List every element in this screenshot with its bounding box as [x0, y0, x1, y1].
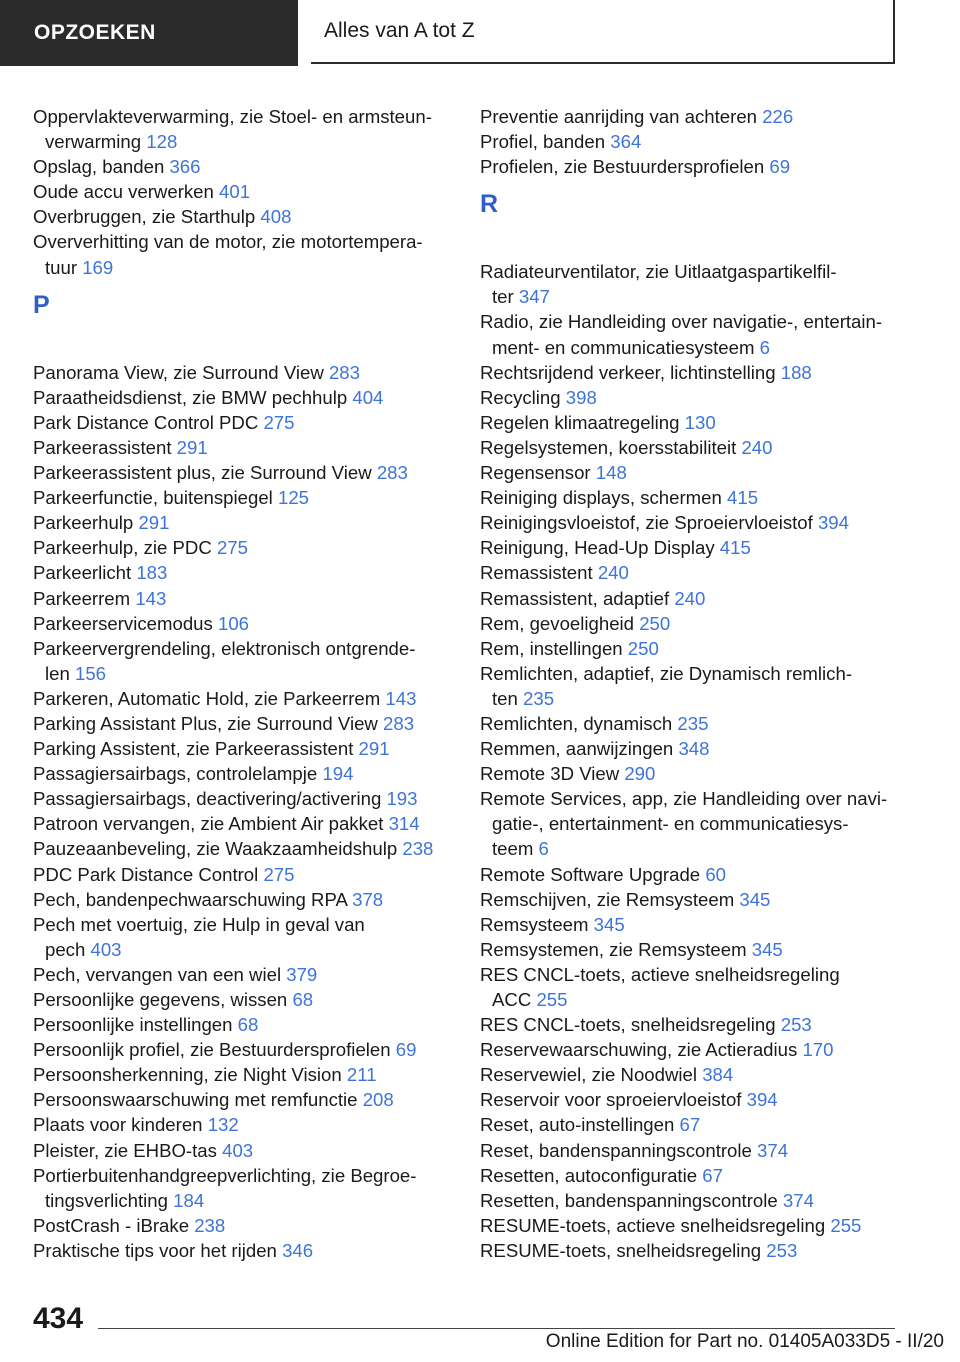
index-column-left	[33, 104, 453, 1263]
index-entry-line	[33, 485, 453, 510]
chapter-title-box	[311, 0, 895, 64]
index-entry-text: Parkeerfunctie, buitenspiegel	[33, 487, 273, 509]
index-entry-text: Radiateurventilator, zie Uitlaatgaspartikelfil-	[480, 261, 837, 283]
index-entry-line	[33, 962, 453, 987]
index-entry-line	[480, 460, 900, 485]
index-entry-line	[33, 179, 453, 204]
index-entry-line	[480, 1112, 900, 1137]
index-entry-line	[33, 862, 453, 887]
index-entry-line	[480, 887, 900, 912]
page-reference-link[interactable]: 283	[383, 712, 415, 734]
index-entry-line	[480, 611, 900, 636]
index-entry-text: Rem, gevoeligheid	[480, 612, 635, 634]
index-entry-line	[480, 937, 900, 962]
page-reference-link[interactable]: 238	[194, 1214, 226, 1236]
page-reference-link[interactable]: 394	[746, 1089, 778, 1111]
index-entry-text: Remlichten, adaptief, zie Dynamisch remlich-	[480, 662, 853, 684]
index-entry-line	[33, 987, 453, 1012]
index-entry-line	[480, 661, 900, 686]
index-entry-line	[33, 204, 453, 229]
index-entry-text: Parking Assistent, zie Parkeerassistent	[33, 738, 354, 760]
page-reference-link[interactable]: 374	[782, 1189, 814, 1211]
index-entry-line	[33, 460, 453, 485]
page-reference-link[interactable]: 403	[90, 938, 122, 960]
page-reference-link[interactable]: 128	[146, 131, 178, 153]
chapter-title: Alles van A tot Z	[324, 19, 475, 42]
page-reference-link[interactable]: 240	[674, 587, 706, 609]
index-entry-line	[33, 1163, 453, 1188]
index-entry-line	[480, 385, 900, 410]
index-entry-text: Reinigingsvloeistof, zie Sproeiervloeistof	[480, 512, 813, 534]
index-entry-line	[480, 1037, 900, 1062]
index-entry-text: Reservewaarschuwing, zie Actieradius	[480, 1039, 798, 1061]
index-entry-line	[33, 154, 453, 179]
index-entry-line	[480, 410, 900, 435]
page-reference-link[interactable]: 345	[751, 938, 783, 960]
page-reference-link[interactable]: 143	[135, 587, 167, 609]
index-entry-line	[33, 1062, 453, 1087]
index-entry-line	[33, 129, 453, 154]
index-entry-text: Parkeerhulp	[33, 512, 134, 534]
page-reference-link[interactable]: 346	[282, 1239, 314, 1261]
index-entry-text: ter	[492, 286, 514, 308]
index-entry-line	[480, 1012, 900, 1037]
index-entry-text: Overbruggen, zie Starthulp	[33, 206, 256, 228]
index-entry-line	[480, 259, 900, 284]
page-reference-link[interactable]: 283	[328, 361, 360, 383]
index-entry-text: teem	[492, 838, 534, 860]
index-entry-text: Resetten, bandenspanningscontrole	[480, 1189, 778, 1211]
index-entry-line	[480, 104, 900, 129]
index-entry-text: ment- en communicatiesysteem	[492, 336, 755, 358]
index-entry-line	[33, 786, 453, 811]
index-entry-text: RESUME-toets, actieve snelheidsregeling	[480, 1214, 826, 1236]
index-entry-line	[480, 1062, 900, 1087]
index-entry-text: RES CNCL-toets, snelheidsregeling	[480, 1014, 776, 1036]
page-reference-link[interactable]: 291	[138, 512, 170, 534]
index-entry-line	[33, 1012, 453, 1037]
index-entry-line	[33, 1037, 453, 1062]
index-entry-line	[480, 862, 900, 887]
page-reference-link[interactable]: 398	[565, 386, 597, 408]
index-entry-line	[480, 129, 900, 154]
index-entry-line	[480, 836, 900, 861]
index-entry-line	[33, 912, 453, 937]
page-reference-link[interactable]: 238	[402, 838, 434, 860]
index-entry-text: Persoonlijke instellingen	[33, 1014, 233, 1036]
page-reference-link[interactable]: 253	[766, 1239, 798, 1261]
index-letter-heading: P	[33, 290, 50, 319]
index-entry-text: Patroon vervangen, zie Ambient Air pakket	[33, 813, 384, 835]
index-entry-text: tingsverlichting	[45, 1189, 168, 1211]
page-reference-link[interactable]: 275	[263, 411, 295, 433]
index-entry-text: Recycling	[480, 386, 561, 408]
page-reference-link[interactable]: 68	[292, 989, 314, 1010]
page-reference-link[interactable]: 208	[362, 1089, 394, 1111]
index-entry-line	[33, 229, 453, 254]
index-entry-text: ten	[492, 687, 518, 709]
index-entry-line	[33, 1138, 453, 1163]
index-entry-line	[480, 435, 900, 460]
page-reference-link[interactable]: 68	[237, 1014, 259, 1036]
index-entry-line	[33, 435, 453, 460]
page-reference-link[interactable]: 143	[385, 687, 417, 709]
index-entry-text: Portierbuitenhandgreepverlichting, zie Begroe-	[33, 1164, 417, 1186]
page-reference-link[interactable]: 235	[677, 712, 709, 734]
index-entry-line	[33, 736, 453, 761]
page-reference-link[interactable]: 132	[207, 1114, 239, 1136]
page-reference-link[interactable]: 169	[82, 256, 114, 278]
index-entry-text: Oververhitting van de motor, zie motortempera-	[33, 231, 423, 253]
page-reference-link[interactable]: 253	[780, 1014, 812, 1036]
index-entry-line	[33, 1112, 453, 1137]
index-entry-text: Rem, instellingen	[480, 637, 623, 659]
index-entry-line	[33, 104, 453, 129]
page-reference-link[interactable]: 290	[624, 763, 656, 785]
index-entry-text: Parkeerassistent plus, zie Surround View	[33, 462, 372, 484]
index-entry-text: pech	[45, 938, 86, 960]
page-reference-link[interactable]: 378	[352, 888, 384, 910]
index-entry-text: PostCrash - iBrake	[33, 1214, 190, 1236]
index-entry-text: Parkeerlicht	[33, 562, 132, 584]
page-reference-link[interactable]: 125	[277, 487, 310, 509]
page-reference-link[interactable]: 404	[352, 386, 384, 408]
index-entry-text: Remote Services, app, zie Handleiding over navi-	[480, 788, 888, 810]
page-reference-link[interactable]: 408	[260, 206, 292, 228]
page-reference-link[interactable]: 193	[386, 788, 418, 810]
index-entry-text: Reset, bandenspanningscontrole	[480, 1139, 752, 1161]
index-entry-line	[33, 1087, 453, 1112]
index-entry-text: Pech met voertuig, zie Hulp in geval van	[33, 913, 365, 935]
page-reference-link[interactable]: 250	[627, 637, 659, 659]
index-entry-text: Park Distance Control PDC	[33, 411, 259, 433]
index-entry-text: Reiniging displays, schermen	[480, 487, 722, 509]
page-reference-link[interactable]: 194	[322, 763, 354, 785]
page-reference-link[interactable]: 235	[523, 687, 555, 709]
index-entry-line	[33, 535, 453, 560]
index-entry-line	[480, 962, 900, 987]
index-entry-line	[33, 1213, 453, 1238]
index-entry-line	[33, 410, 453, 435]
page-reference-link[interactable]: 188	[780, 361, 812, 383]
page-reference-link[interactable]: 156	[75, 662, 107, 684]
index-entry-line	[480, 560, 900, 585]
index-entry-line	[33, 1188, 453, 1213]
edition-note: Online Edition for Part no. 01405A033D5 - II/20	[545, 1331, 944, 1352]
page-reference-link[interactable]: 6	[538, 838, 549, 860]
index-entry-line	[480, 1188, 900, 1213]
page-reference-link[interactable]: 394	[817, 512, 849, 534]
index-entry-text: Preventie aanrijding van achteren	[480, 106, 758, 127]
index-entry-text: Radio, zie Handleiding over navigatie-, entertain-	[480, 311, 883, 333]
index-entry-text: Profielen, zie Bestuurdersprofielen	[480, 156, 765, 178]
index-entry-text: Parkeerservicemodus	[33, 612, 213, 634]
index-entry-line	[480, 711, 900, 736]
index-entry-line	[480, 586, 900, 611]
index-entry-text: Pauzeaanbeveling, zie Waakzaamheidshulp	[33, 838, 398, 860]
index-letter-heading: R	[480, 190, 499, 219]
index-entry-text: len	[45, 662, 70, 684]
index-entry-text: Reset, auto-instellingen	[480, 1114, 675, 1136]
index-entry-line	[33, 360, 453, 385]
page-reference-link[interactable]: 255	[536, 989, 568, 1010]
index-entry-line	[480, 154, 900, 179]
index-entry-line	[480, 811, 900, 836]
page-reference-link[interactable]: 345	[739, 888, 771, 910]
page-reference-link[interactable]: 347	[518, 286, 550, 308]
index-entry-text: Regensensor	[480, 462, 591, 484]
page-reference-link[interactable]: 415	[727, 487, 759, 509]
page-reference-link[interactable]: 345	[593, 913, 625, 935]
page-reference-link[interactable]: 283	[376, 462, 408, 484]
index-entry-line	[33, 560, 453, 585]
page-reference-link[interactable]: 148	[595, 462, 627, 484]
page-reference-link[interactable]: 183	[136, 562, 168, 584]
index-entry-text: Remassistent	[480, 562, 593, 584]
page-reference-link[interactable]: 170	[802, 1039, 834, 1061]
page-reference-link[interactable]: 314	[388, 813, 420, 835]
index-entry-line	[33, 811, 453, 836]
index-entry-line	[33, 611, 453, 636]
index-entry-text: Remote Software Upgrade	[480, 863, 701, 885]
index-entry-line	[33, 761, 453, 786]
index-entry-text: ACC	[492, 989, 532, 1010]
index-entry-line	[33, 510, 453, 535]
index-entry-text: Parkeerrem	[33, 587, 131, 609]
index-entry-line	[480, 335, 900, 360]
index-entry-text: Praktische tips voor het rijden	[33, 1239, 277, 1261]
section-tab	[0, 0, 298, 66]
index-entry-text: Regelsystemen, koersstabiliteit	[480, 436, 737, 458]
index-entry-text: Pech, bandenpechwaarschuwing RPA	[33, 888, 347, 910]
index-entry-line	[480, 1213, 900, 1238]
index-entry-text: Reservewiel, zie Noodwiel	[480, 1064, 698, 1086]
page-reference-link[interactable]: 106	[217, 612, 250, 634]
index-entry-text: Profiel, banden	[480, 131, 606, 153]
index-entry-line	[33, 1238, 453, 1263]
page-reference-link[interactable]: 403	[222, 1139, 254, 1161]
page-reference-link[interactable]: 69	[395, 1039, 417, 1061]
page-reference-link[interactable]: 401	[219, 181, 251, 203]
index-entry-text: Remlichten, dynamisch	[480, 712, 673, 734]
index-entry-line	[480, 636, 900, 661]
page-reference-link[interactable]: 364	[610, 131, 642, 153]
index-entry-text: Pleister, zie EHBO-tas	[33, 1139, 217, 1161]
index-entry-text: Parkeerassistent	[33, 436, 172, 458]
page-reference-link[interactable]: 366	[169, 156, 201, 178]
index-entry-text: Persoonlijke gegevens, wissen	[33, 989, 288, 1010]
index-entry-text: Oppervlakteverwarming, zie Stoel- en armsteun-	[33, 106, 432, 127]
index-entry-text: RESUME-toets, snelheidsregeling	[480, 1239, 762, 1261]
index-entry-line	[480, 535, 900, 560]
index-entry-line	[480, 485, 900, 510]
page-reference-link[interactable]: 240	[741, 436, 773, 458]
index-column-right	[480, 104, 900, 1263]
page-reference-link[interactable]: 67	[702, 1164, 723, 1186]
index-entry-text: Remmen, aanwijzingen	[480, 738, 674, 760]
footer-divider	[98, 1328, 895, 1329]
index-entry-line	[480, 1163, 900, 1188]
page-reference-link[interactable]: 384	[702, 1064, 734, 1086]
index-entry-line	[480, 987, 900, 1012]
page-reference-link[interactable]: 250	[639, 612, 671, 634]
page-number: 434	[33, 1302, 84, 1335]
index-entry-text: verwarming	[45, 131, 142, 153]
index-entry-line	[33, 661, 453, 686]
index-entry-text: Oude accu verwerken	[33, 181, 214, 203]
index-entry-text: Passagiersairbags, deactivering/activering	[33, 788, 382, 810]
page-reference-link[interactable]: 67	[679, 1114, 701, 1136]
index-entry-line	[33, 887, 453, 912]
page-reference-link[interactable]: 291	[358, 738, 390, 760]
index-entry-text: Remote 3D View	[480, 763, 620, 785]
index-entry-text: Plaats voor kinderen	[33, 1114, 203, 1136]
index-entry-line	[33, 711, 453, 736]
index-entry-line	[33, 586, 453, 611]
index-entry-text: Remsysteem	[480, 913, 589, 935]
index-entry-text: Regelen klimaatregeling	[480, 411, 680, 433]
page-reference-link[interactable]: 415	[719, 537, 751, 559]
index-entry-text: Parking Assistant Plus, zie Surround View	[33, 712, 378, 734]
index-entry-text: Remassistent, adaptief	[480, 587, 670, 609]
index-entry-text: Parkeerhulp, zie PDC	[33, 537, 212, 559]
index-entry-text: Parkeervergrendeling, elektronisch ontgrende-	[33, 637, 416, 659]
index-entry-line	[480, 360, 900, 385]
index-entry-text: Remschijven, zie Remsysteem	[480, 888, 735, 910]
index-entry-line	[480, 686, 900, 711]
index-entry-text: Parkeren, Automatic Hold, zie Parkeerrem	[33, 687, 381, 709]
page-reference-link[interactable]: 275	[216, 537, 248, 559]
index-entry-line	[480, 736, 900, 761]
index-entry-text: Opslag, banden	[33, 156, 165, 178]
index-entry-line	[480, 510, 900, 535]
index-entry-text: Persoonswaarschuwing met remfunctie	[33, 1089, 358, 1111]
page-reference-link[interactable]: 184	[173, 1189, 205, 1211]
index-entry-line	[33, 636, 453, 661]
page-reference-link[interactable]: 240	[597, 562, 629, 584]
index-entry-line	[33, 255, 453, 280]
index-entry-line	[480, 1138, 900, 1163]
index-entry-line	[480, 1238, 900, 1263]
index-entry-line	[33, 385, 453, 410]
index-entry-text: Panorama View, zie Surround View	[33, 361, 324, 383]
index-entry-text: Remsystemen, zie Remsysteem	[480, 938, 747, 960]
index-entry-text: gatie-, entertainment- en communicatiesys-	[492, 813, 849, 835]
page-reference-link[interactable]: 275	[263, 863, 295, 885]
index-entry-text: Pech, vervangen van een wiel	[33, 963, 282, 985]
page-reference-link[interactable]: 211	[346, 1064, 377, 1086]
page-reference-link[interactable]: 130	[684, 411, 716, 433]
index-entry-text: Passagiersairbags, controlelampje	[33, 763, 318, 785]
index-entry-line	[480, 786, 900, 811]
index-entry-text: Reinigung, Head-Up Display	[480, 537, 715, 559]
index-entry-line	[480, 761, 900, 786]
page-reference-link[interactable]: 291	[176, 436, 208, 458]
index-entry-line	[33, 937, 453, 962]
index-entry-text: Resetten, autoconfiguratie	[480, 1164, 698, 1186]
index-entry-text: RES CNCL-toets, actieve snelheidsregeling	[480, 963, 840, 985]
page-reference-link[interactable]: 60	[705, 863, 726, 885]
page-reference-link[interactable]: 6	[759, 336, 770, 358]
index-entry-line	[33, 686, 453, 711]
page-reference-link[interactable]: 255	[830, 1214, 862, 1236]
page-reference-link[interactable]: 348	[678, 738, 710, 760]
page-reference-link[interactable]: 379	[286, 963, 318, 985]
section-label: OPZOEKEN	[34, 21, 156, 44]
index-entry-text: Paraatheidsdienst, zie BMW pechhulp	[33, 386, 348, 408]
index-entry-line	[480, 912, 900, 937]
index-entry-line	[480, 1087, 900, 1112]
index-entry-line	[480, 284, 900, 309]
index-entry-text: tuur	[45, 256, 78, 278]
index-entry-text: Rechtsrijdend verkeer, lichtinstelling	[480, 361, 776, 383]
index-entry-text: Reservoir voor sproeiervloeistof	[480, 1089, 742, 1111]
index-entry-line	[33, 836, 453, 861]
index-entry-text: Persoonlijk profiel, zie Bestuurdersprofielen	[33, 1039, 391, 1061]
page-reference-link[interactable]: 69	[769, 156, 791, 178]
page-reference-link[interactable]: 226	[762, 106, 794, 127]
index-entry-line	[480, 309, 900, 334]
index-entry-text: Persoonsherkenning, zie Night Vision	[33, 1064, 342, 1086]
index-entry-text: PDC Park Distance Control	[33, 863, 259, 885]
page-reference-link[interactable]: 374	[757, 1139, 789, 1161]
